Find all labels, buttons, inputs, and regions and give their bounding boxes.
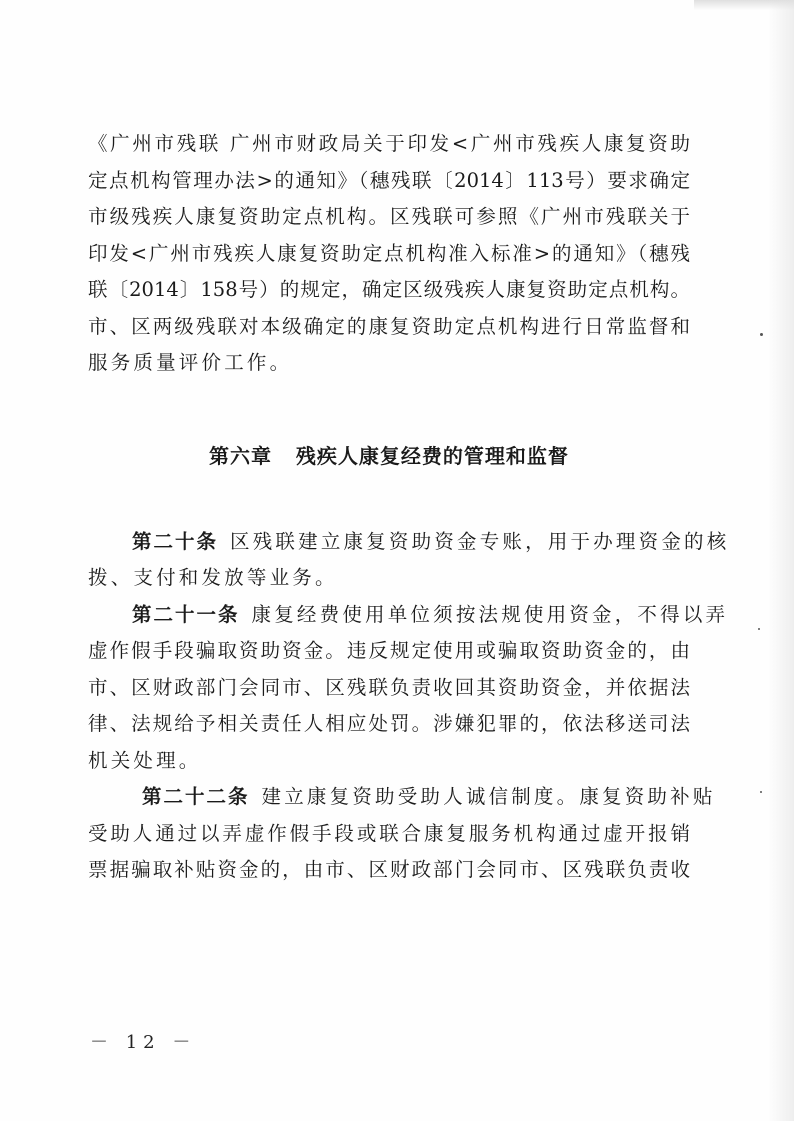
article-first-line — [88, 524, 730, 561]
article-title: 第二十二条 — [142, 785, 250, 808]
chapter-heading: 第六章 残疾人康复经费的管理和监督 — [209, 443, 569, 468]
article-21 — [88, 597, 729, 780]
text-line: 拨、支付和发放等业务。 — [88, 566, 338, 589]
scan-edge-shadow — [768, 0, 794, 1121]
article-first-line — [88, 597, 729, 634]
text-line: 《广州市残联 广州市财政局关于印发<广州市残疾人康复资助 — [88, 132, 690, 155]
article-text: 区残联建立康复资助资金专账，用于办理资金的核 — [230, 529, 730, 553]
text-line: 印发<广州市残疾人康复资助定点机构准入标准>的通知》（穗残 — [88, 241, 690, 265]
text-line: 市、区两级残联对本级确定的康复资助定点机构进行日常监督和 — [88, 314, 690, 338]
article-text: 建立康复资助受助人诚信制度。康复资助补贴 — [261, 785, 716, 808]
article-first-line — [88, 779, 716, 816]
intro-paragraph — [88, 126, 690, 382]
article-title: 第二十一条 — [132, 602, 240, 626]
article-22 — [88, 779, 716, 889]
text-line: 律、法规给予相关责任人相应处罚。涉嫌犯罪的，依法移送司法 — [88, 712, 690, 735]
article-20 — [88, 524, 730, 597]
text-line: 机关处理。 — [88, 748, 202, 772]
text-line: 市级残疾人康复资助定点机构。区残联可参照《广州市残联关于 — [88, 205, 690, 228]
article-title: 第二十条 — [132, 529, 219, 553]
text-line: 虚作假手段骗取资助资金。违反规定使用或骗取资助资金的，由 — [88, 639, 690, 662]
text-line: 票据骗取补贴资金的，由市、区财政部门会同市、区残联负责收 — [88, 858, 690, 881]
text-line: 市、区财政部门会同市、区残联负责收回其资助资金，并依据法 — [88, 675, 690, 699]
article-text: 康复经费使用单位须按法规使用资金，不得以弄 — [251, 602, 729, 626]
text-line: 服务质量评价工作。 — [88, 351, 293, 374]
page-number: － 12 － — [90, 1032, 197, 1053]
text-line: 定点机构管理办法>的通知》（穗残联〔2014〕113号）要求确定 — [88, 168, 690, 192]
document-body — [88, 126, 730, 889]
text-line: 联〔2014〕158号）的规定，确定区级残疾人康复资助定点机构。 — [88, 278, 690, 301]
scan-speck — [758, 628, 760, 630]
scan-speck — [760, 791, 762, 793]
scan-speck — [760, 333, 763, 336]
text-line: 受助人通过以弄虚作假手段或联合康复服务机构通过虚开报销 — [88, 821, 690, 845]
